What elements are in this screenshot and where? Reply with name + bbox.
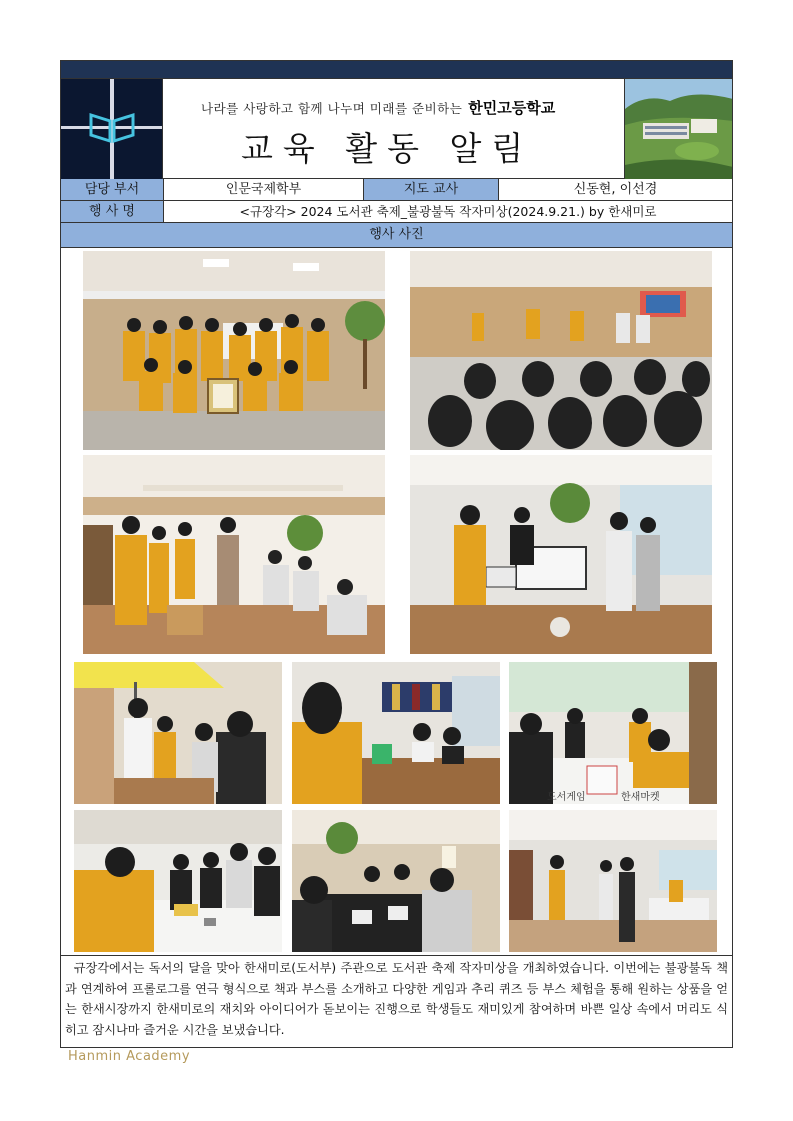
photo-umbrella-booth [74,662,282,804]
campus-photo [624,79,732,179]
page-title: 교육 활동 알림 [241,129,534,168]
dept-value: 인문국제학부 [163,179,363,200]
slogan-text: 나라를 사랑하고 함께 나누며 미래를 준비하는 [201,101,463,116]
photo-library-hall [509,810,717,952]
description-text: 규장각에서는 독서의 달을 맞아 한새미로(도서부) 주관으로 도서관 축제 작자미상을 개최하였습니다. 이번에는 불광불독 책과 연계하여 프롤로그를 연극 형식으로 책과 부스를 소개하고 다양한 게임과 추리 퀴즈 등 부스 체험을 통해 원하는 상품을 얻는 한새시장까지 한새미로의 재치와 아이디어가 돋보이는 진행으로 학생들도 재미있게 참여하며 바쁜 일상 속에서 머리도 식히고 잠시나마 즐거운 시간을 보냈습니다. [65,961,729,1037]
photo-booth-monitor [410,455,712,654]
school-name: 한민고등학교 [468,99,556,117]
photos-label: 행사 사진 [61,223,732,247]
school-logo [61,79,163,179]
caption-market: 한새마켓 [621,792,660,803]
photo-card-table [74,810,282,952]
photo-audience [410,251,712,450]
teacher-value: 신동현, 이선경 [498,179,732,200]
teacher-label: 지도 교사 [363,179,498,200]
top-bar [61,61,732,79]
notice-sheet [60,60,733,1048]
photo-game-table [292,662,500,804]
dept-label: 담당 부서 [61,179,163,200]
caption-doseo: 도서게임 [547,792,586,803]
header [61,79,732,179]
event-description [65,958,728,1040]
photo-grid [61,248,732,956]
info-row-dept [61,179,732,201]
photo-doseo-game [509,662,717,804]
slogan [201,97,555,118]
footer-brand: Hanmin Academy [68,1049,191,1064]
photo-performance [83,455,385,654]
info-row-photos [61,223,732,248]
photo-group [83,251,385,450]
title-area [163,79,624,179]
event-label: 행 사 명 [61,201,163,222]
event-value: <규장각> 2024 도서관 축제_불광불독 작자미상(2024.9.21.) by 한새미로 [163,201,732,222]
info-row-event [61,201,732,223]
photo-black-table [292,810,500,952]
